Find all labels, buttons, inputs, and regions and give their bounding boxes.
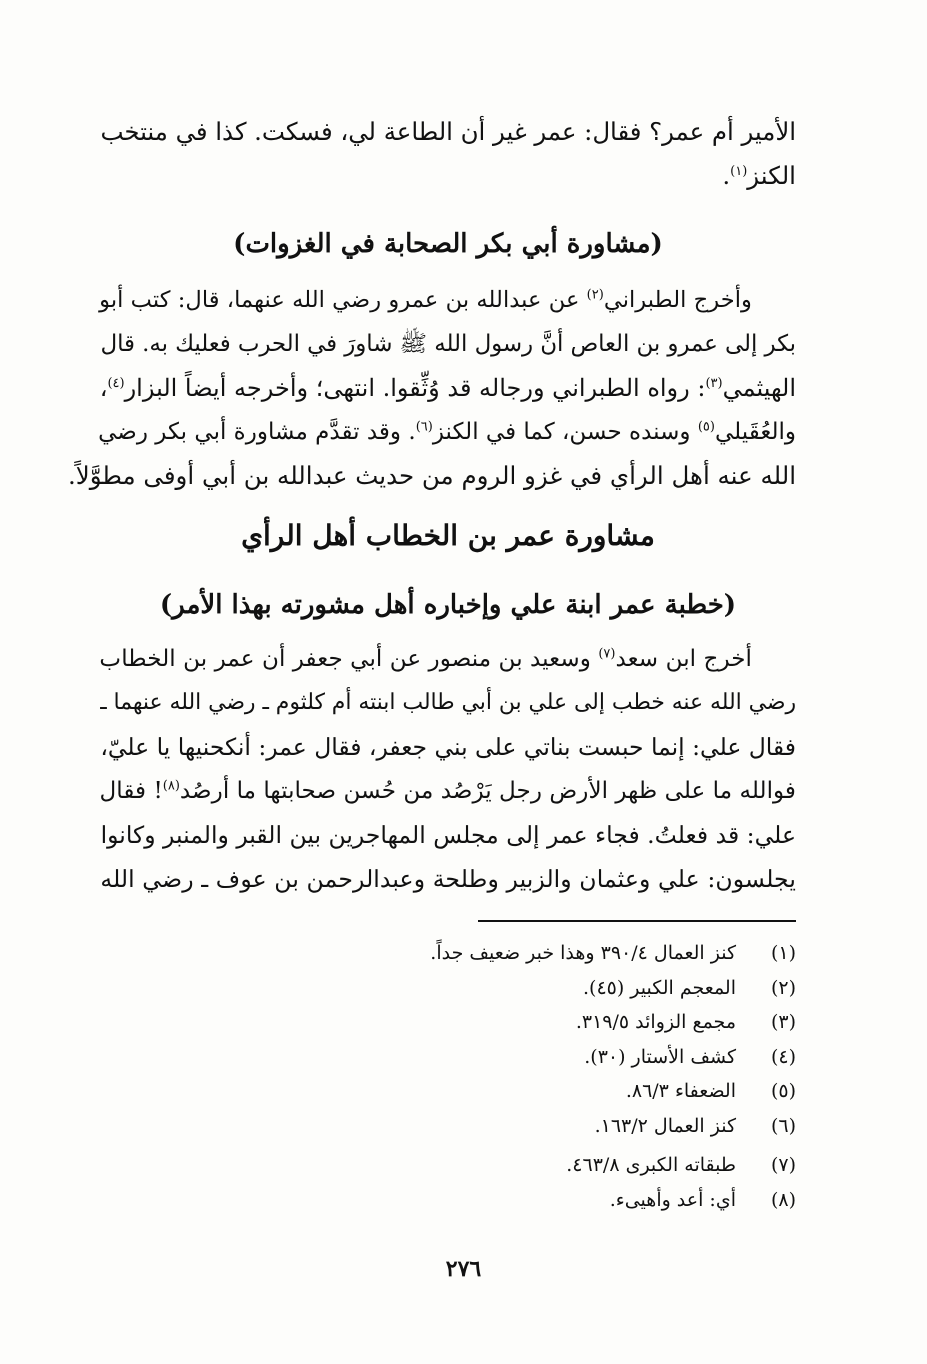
footnote-text: طبقاته الكبرى ٤٦٣/٨. (566, 1154, 736, 1176)
paragraph-line: فوالله ما على ظهر الأرض رجل يَرْصُد من حُسن صحابتها ما أرصُد$^{(٨)}$! فقال (99, 778, 796, 804)
footnote-ref: (٦) (415, 419, 433, 435)
footnote-text: الضعفاء ٨٦/٣. (625, 1080, 736, 1102)
footnote-item (330, 1109, 796, 1144)
footnote-item (330, 1040, 796, 1075)
paragraph-1 (100, 110, 796, 198)
footnote-item (330, 936, 796, 971)
footnote-number: (٥) (770, 1080, 796, 1102)
footnote-divider (478, 920, 796, 922)
paragraph-line: فقال علي: إنما حبست بناتي على بني جعفر، فقال عمر: أنكحنيها يا عليّ، (100, 733, 796, 761)
paragraph-line: والعُقَيلي$^{(٥)}$ وسنده حسن، كما في الكنز$^{(٦)}$. وقد تقدَّم مشاورة أبي بكر رضي (98, 419, 796, 445)
footnote-ref: (٤) (107, 376, 125, 391)
page-number: ٢٧٦ (445, 1256, 482, 1282)
section-heading: (مشاورة أبي بكر الصحابة في الغزوات) (233, 229, 663, 259)
footnote-number: (٤) (770, 1045, 796, 1068)
footnote-ref: (١) (730, 163, 748, 179)
paragraph-line: بكر إلى عمرو بن العاص أنَّ رسول الله ﷺ شاورَ في الحرب فعليك به. قال (100, 331, 796, 357)
paragraph-line: الأمير أم عمر؟ فقال: عمر غير أن الطاعة لي، فسكت. كذا في منتخب (100, 117, 796, 146)
footnote-number: (٨) (770, 1188, 796, 1211)
footnote-ref: (٢) (586, 287, 604, 303)
section-heading: (خطبة عمر ابنة علي وإخباره أهل مشورته بهذا الأمر) (159, 590, 737, 620)
paragraph-line: يجلسون: علي وعثمان والزبير وطلحة وعبدالرحمن بن عوف ـ رضي الله (100, 865, 796, 893)
footnote-ref: (٧) (598, 646, 616, 662)
paragraph-line: الهيثمي$^{(٣)}$: رواه الطبراني ورجاله قد وُثِّقوا. انتهى؛ وأخرجه أيضاً البزار$^{(٤)}$، (99, 374, 796, 402)
paragraph-2 (67, 278, 796, 498)
footnote-ref: (٨) (162, 778, 180, 794)
footnote-number: (٢) (770, 976, 796, 999)
footnote-number: (٧) (770, 1154, 796, 1176)
paragraph-line: الله عنه أهل الرأي في غزو الروم من حديث عبدالله بن أبي أوفى مطوَّلاً. (67, 461, 796, 490)
footnote-item (330, 1074, 796, 1109)
footnote-text: كشف الأستار (٣٠). (584, 1045, 736, 1068)
footnote-number: (٣) (770, 1011, 796, 1033)
footnote-text: أي: أعد وأهيىء. (609, 1188, 736, 1211)
footnote-item (330, 1005, 796, 1040)
footnote-item (330, 1183, 796, 1218)
footnote-item (330, 1148, 796, 1183)
footnote-number: (٦) (770, 1114, 796, 1137)
paragraph-line: الكنز$^{(١)}$. (722, 161, 796, 190)
footnote-item (330, 971, 796, 1006)
footnote-text: المعجم الكبير (٤٥). (582, 976, 736, 999)
paragraph-line: وأخرج الطبراني$^{(٢)}$ عن عبدالله بن عمرو رضي الله عنهما، قال: كتب أبو (99, 287, 752, 313)
paragraph-line: أخرج ابن سعد$^{(٧)}$ وسعيد بن منصور عن أبي جعفر أن عمر بن الخطاب (99, 645, 752, 672)
footnote-number: (١) (770, 942, 796, 964)
paragraph-3 (100, 637, 796, 901)
paragraph-line: رضي الله عنه خطب إلى علي بن أبي طالب ابنته أم كلثوم ـ رضي الله عنهما ـ (100, 690, 796, 715)
footnote-text: كنز العمال ٣٩٠/٤ وهذا خبر ضعيف جداً. (430, 942, 736, 964)
paragraph-line: علي: قد فعلتُ. فجاء عمر إلى مجلس المهاجرين بين القبر والمنبر وكانوا (100, 821, 796, 849)
footnote-text: مجمع الزوائد ٣١٩/٥. (575, 1011, 736, 1033)
footnote-text: كنز العمال ١٦٣/٢. (594, 1114, 736, 1137)
chapter-heading: مشاورة عمر بن الخطاب أهل الرأي (241, 519, 655, 552)
footnote-ref: (٣) (705, 376, 723, 391)
footnotes (330, 936, 796, 1217)
footnote-ref: (٥) (697, 419, 715, 435)
